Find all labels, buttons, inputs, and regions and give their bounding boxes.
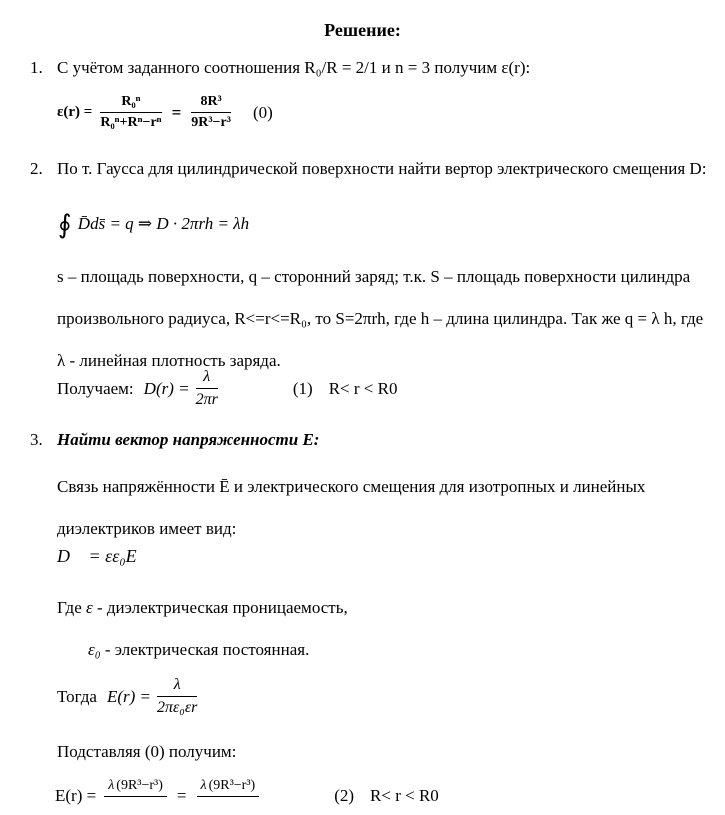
epsilon-formula xyxy=(57,94,273,131)
fraction-denominator: 2πr xyxy=(195,391,218,408)
displacement-formula-fraction xyxy=(196,368,218,409)
d-e-relation-formula: D⃗ = εε₀E⃗ xyxy=(57,546,151,566)
radius-condition: R< r < R0 xyxy=(370,786,439,805)
item-3-number: 3. xyxy=(30,430,43,449)
item-2-text: По т. Гаусса для цилиндрической поверхности найти вертор электрического смещения D: xyxy=(57,159,707,178)
displacement-formula-lhs: D(r) = xyxy=(143,378,190,398)
epsilon-zero-symbol: ε₀ xyxy=(88,640,101,659)
gauss-law-formula xyxy=(58,210,249,240)
equation-tag-2: (2) xyxy=(334,786,355,805)
item-1-number: 1. xyxy=(30,58,43,77)
permittivity-note-text: - диэлектрическая проницаемость, xyxy=(96,598,348,617)
epsilon-symbol: ε xyxy=(86,598,93,617)
permittivity-note-prefix: Где xyxy=(57,598,82,617)
equation-tag-0: (0) xyxy=(252,102,273,122)
fraction-denominator: 9R³−r³ xyxy=(191,115,231,130)
equals-sign: = xyxy=(176,786,187,805)
field-formula-label: Тогда xyxy=(57,686,97,706)
field-formula-lhs: E(r) = xyxy=(106,686,151,706)
relation-note: Связь напряжённости Ē и электрического смещения для изотропных и линейных диэлектриков имеет вид: xyxy=(57,477,646,538)
item-2-number: 2. xyxy=(30,159,43,178)
displacement-formula xyxy=(57,368,397,409)
fraction-denominator: R₀ⁿ+Rⁿ−rⁿ xyxy=(100,115,162,130)
surface-note: s – площадь поверхности, q – сторонний заряд; т.к. S – площадь поверхности цилиндра произвольного радиуса, R<=r<=R₀, то S=2πrh, где h – длина цилиндра. Так же q = λ h, где λ - линейная плотность заряда. xyxy=(57,267,704,370)
page-title: Решение: xyxy=(324,20,401,40)
equals-sign: = xyxy=(171,102,182,122)
displacement-formula-label: Получаем: xyxy=(57,378,134,398)
epsilon-formula-fraction-2 xyxy=(191,94,231,131)
fraction-numerator: λ (9R³−r³) xyxy=(197,778,260,797)
equation-tag-1: (1) xyxy=(292,378,313,398)
fraction-numerator: λ xyxy=(157,676,197,697)
contour-integral-symbol: ∮ xyxy=(58,210,72,239)
item-1-text: С учётом заданного соотношения R₀/R = 2/1 и n = 3 получим ε(r): xyxy=(57,58,531,77)
item-1 xyxy=(30,58,707,78)
fraction-denominator xyxy=(197,797,260,814)
final-formula-lhs: E(r) = xyxy=(55,786,97,805)
fraction-numerator: R₀ⁿ xyxy=(100,94,161,113)
electric-constant-text: - электрическая постоянная. xyxy=(104,640,310,659)
fraction-denominator xyxy=(104,797,167,814)
substitute-note: Подставляя (0) получим: xyxy=(57,742,237,761)
permittivity-note xyxy=(57,598,348,618)
item-3-text: Найти вектор напряженности E: xyxy=(57,430,320,449)
epsilon-formula-fraction-1 xyxy=(100,94,161,131)
radius-condition: R< r < R0 xyxy=(328,378,398,398)
fraction-denominator: 2πε₀εr xyxy=(156,699,198,716)
final-field-formula xyxy=(55,778,439,814)
field-formula xyxy=(57,676,197,717)
fraction-numerator: λ xyxy=(196,368,218,389)
final-formula-fraction-2 xyxy=(197,778,260,814)
item-2 xyxy=(30,154,707,183)
fraction-numerator: λ (9R³−r³) xyxy=(104,778,167,797)
field-formula-fraction xyxy=(157,676,197,717)
gauss-law-body: D̄ds̄ = q ⇒ D · 2πrh = λh xyxy=(77,214,250,233)
final-formula-fraction-1 xyxy=(104,778,167,814)
electric-constant-note xyxy=(88,640,309,660)
epsilon-formula-lhs: ε(r) = xyxy=(57,104,93,120)
fraction-numerator: 8R³ xyxy=(191,94,231,113)
item-3 xyxy=(30,430,707,450)
